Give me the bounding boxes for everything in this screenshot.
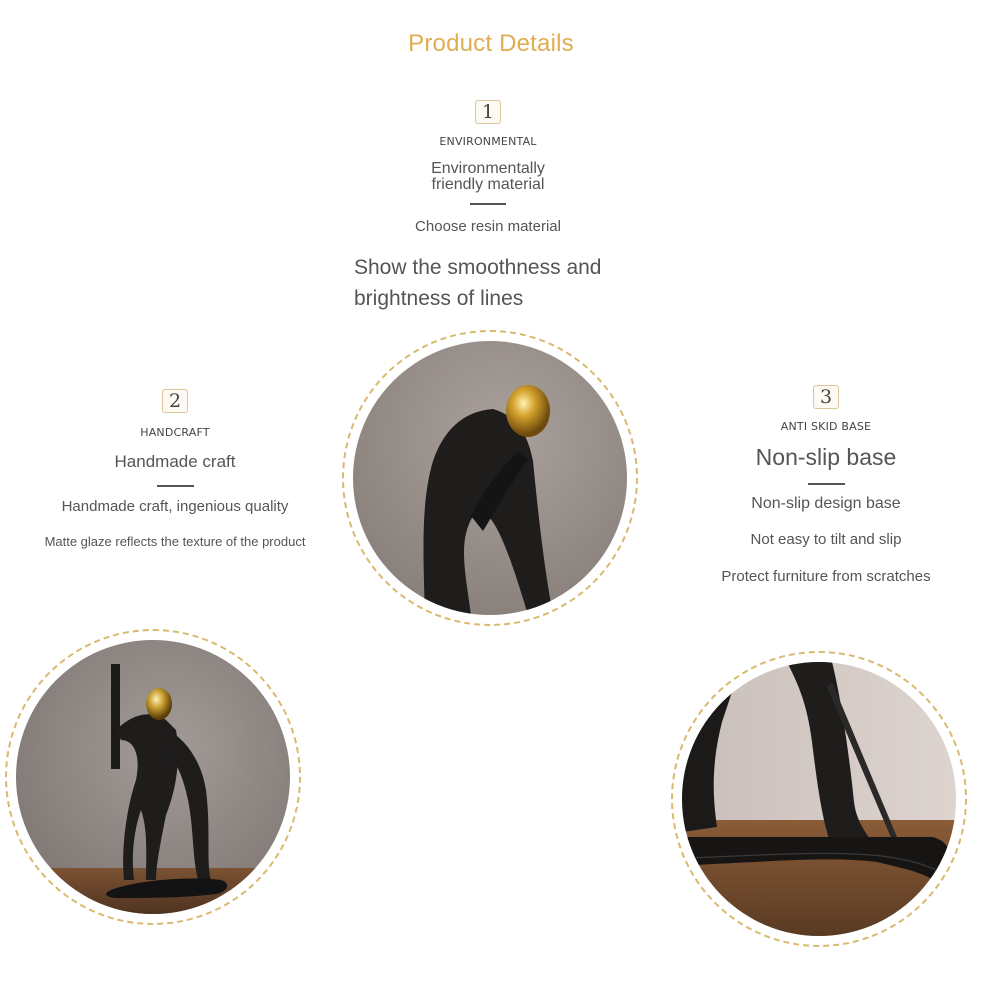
product-image-non-slip-base: [682, 662, 956, 936]
feature-description: Choose resin material: [415, 218, 561, 235]
feature-number-badge: 1: [475, 100, 501, 124]
feature-subtitle: Handmade craft: [114, 452, 236, 471]
feature-handcraft: [30, 389, 320, 549]
feature-description: Non-slip design base: [751, 495, 901, 512]
divider: [470, 203, 506, 205]
feature-anti-skid-base: [710, 385, 942, 585]
page-title: Product Details: [408, 30, 574, 57]
feature-description: Handmade craft, ingenious quality: [61, 498, 289, 515]
feature-description-secondary: Not easy to tilt and slip: [750, 531, 902, 548]
feature-tag: HANDCRAFT: [140, 426, 210, 439]
feature-description-tertiary: Protect furniture from scratches: [721, 568, 931, 585]
feature-subtitle: Non-slip base: [755, 444, 897, 470]
feature-number-badge: 3: [813, 385, 839, 409]
feature-subtitle-line2: friendly material: [431, 176, 545, 193]
feature-highlight: Show the smoothness and brightness of lines: [354, 256, 602, 310]
feature-tag: ENVIRONMENTAL: [439, 135, 537, 148]
feature-tag: ANTI SKID BASE: [780, 420, 872, 433]
divider: [808, 483, 845, 485]
feature-number-badge: 2: [162, 389, 188, 413]
feature-description-secondary: Matte glaze reflects the texture of the product: [44, 534, 306, 549]
feature-environmental: [398, 100, 578, 235]
divider: [157, 485, 194, 487]
product-image-golfer-closeup: [353, 341, 627, 615]
feature-subtitle-line1: Environmentally: [431, 160, 545, 177]
product-image-baseball-batter: [16, 640, 290, 914]
feature-subtitle: [398, 161, 578, 193]
